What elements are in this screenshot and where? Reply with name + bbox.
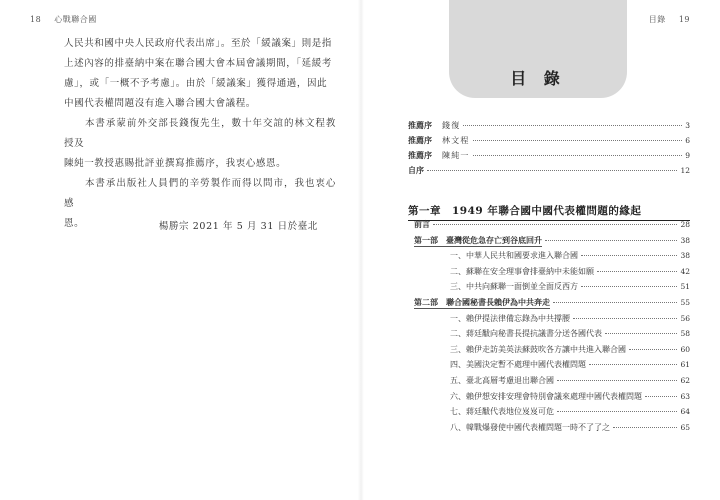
toc-title-tab [449,0,627,98]
toc-section-text: 三、中共向蘇聯一面倒並全面反西方 [450,282,578,292]
toc-section-item[interactable] [408,391,690,407]
dot-leader [581,286,677,287]
dot-leader [573,318,677,319]
toc-section-text: 一、中華人民共和國要求進入聯合國 [450,251,578,261]
right-page [362,0,720,500]
toc-section-text: 二、蔣廷黻向秘書長提抗議書分送各國代表 [450,329,602,339]
toc-section-item[interactable] [408,375,690,391]
toc-section-item[interactable] [408,250,690,266]
dot-leader [613,427,677,428]
running-head-title-right: 目錄 [648,15,666,24]
dot-leader [463,125,682,126]
toc-section-page: 61 [680,360,690,370]
toc-entry[interactable] [408,150,690,165]
dot-leader [629,349,677,350]
signature-line: 楊勝宗 2021 年 5 月 31 日於臺北 [158,221,318,232]
toc-section-page: 58 [680,329,690,339]
chapter-sections [408,219,690,437]
dot-leader [433,224,677,225]
preface-body [64,34,336,234]
toc-section-item[interactable] [408,359,690,375]
toc-section-page: 38 [680,251,690,261]
toc-entry-label: 推薦序 [408,121,432,130]
toc-section-text: 六、賴伊想安排安理會特別會議來處理中國代表權問題 [450,391,642,401]
toc-section-page: 51 [680,282,690,292]
toc-entry-page: 3 [685,121,690,130]
toc-section-part[interactable] [408,235,690,251]
dot-leader [473,140,683,141]
toc-section-text: 八、韓戰爆發使中國代表權問題一時不了了之 [450,422,610,432]
toc-section-item[interactable] [408,406,690,422]
toc-entry-author: 錢復 [442,121,461,130]
toc-section-page: 64 [680,407,690,417]
running-head-right [649,14,690,25]
toc-section-item[interactable] [408,313,690,329]
dot-leader [605,333,677,334]
toc-entry-author: 陳純一 [442,151,470,160]
toc-section-item[interactable] [408,328,690,344]
toc-entry-label: 推薦序 [408,136,432,145]
toc-section-item[interactable] [408,344,690,360]
toc-section-part[interactable] [408,219,690,235]
front-matter-list [408,120,690,180]
toc-section-text: 二、蘇聯在安全理事會排臺納中未能如願 [450,266,594,276]
chapter-heading[interactable]: 第一章 1949 年聯合國中國代表權問題的緣起 [408,205,642,217]
toc-section-page: 55 [680,297,690,307]
toc-section-text: 前言 [414,220,430,229]
toc-section-part[interactable] [408,297,690,313]
toc-section-page: 60 [680,344,690,354]
toc-entry-label: 自序 [408,166,424,175]
toc-entry-page: 9 [685,151,690,160]
toc-section-page: 62 [680,375,690,385]
toc-entry[interactable] [408,165,690,180]
toc-section-text: 一、賴伊提法律備忘錄為中共撐腰 [450,313,570,323]
toc-entry[interactable] [408,135,690,150]
toc-entry-page: 6 [685,136,690,145]
toc-section-page: 65 [680,422,690,432]
paragraph: 本書承出版社人員們的辛勞製作而得以問市，我也衷心感 恩。 [64,178,336,229]
toc-section-page: 56 [680,313,690,323]
toc-section-text: 三、賴伊走訪美英法蘇鼓吹各方讓中共進入聯合國 [450,344,626,354]
dot-leader [589,364,677,365]
toc-section-item[interactable] [408,266,690,282]
toc-entry-author: 林文程 [442,136,470,145]
page-number-right: 19 [678,15,690,24]
dot-leader [645,396,677,397]
dot-leader [473,155,683,156]
toc-entry[interactable] [408,120,690,135]
toc-section-text: 四、美國決定暫不處理中國代表權問題 [450,360,586,370]
toc-section-page: 63 [680,391,690,401]
toc-entry-page: 12 [680,166,690,175]
paragraph: 人民共和國中央人民政府代表出席」。至於「緩議案」則是指 上述內容的排臺納中案在聯合國大會本屆會議期間，「延緩考 慮」，或「一概不予考慮」。由於「緩議案」獲得通過，因此 中國代表權問題沒有進入聯合國大會議程。 [64,38,332,109]
dot-leader [557,380,677,381]
toc-section-text: 第一部 臺灣從危急存亡到谷底回升 [414,235,542,245]
dot-leader [427,170,677,171]
toc-section-item[interactable] [408,422,690,438]
running-head-left [30,14,97,25]
dot-leader [557,411,677,412]
toc-entry-label: 推薦序 [408,151,432,160]
toc-section-text: 五、臺北高層考慮退出聯合國 [450,375,554,385]
dot-leader [545,240,677,241]
toc-section-page: 38 [680,235,690,245]
dot-leader [553,302,677,303]
running-head-title-left: 心戰聯合國 [54,15,97,24]
dot-leader [581,255,677,256]
paragraph: 本書承蒙前外交部長錢復先生，數十年交誼的林文程教授及 陳純一教授惠賜批評並撰寫推薦序，我衷心感恩。 [64,118,336,169]
page-number-left: 18 [30,15,42,24]
toc-section-item[interactable] [408,281,690,297]
toc-section-page: 42 [680,266,690,276]
toc-title: 目 錄 [510,69,566,88]
toc-section-text: 七、蔣廷黻代表地位岌岌可危 [450,407,554,417]
toc-section-page: 28 [680,220,690,229]
dot-leader [597,271,677,272]
toc-section-text: 第二部 聯合國秘書長賴伊為中共奔走 [414,297,550,307]
